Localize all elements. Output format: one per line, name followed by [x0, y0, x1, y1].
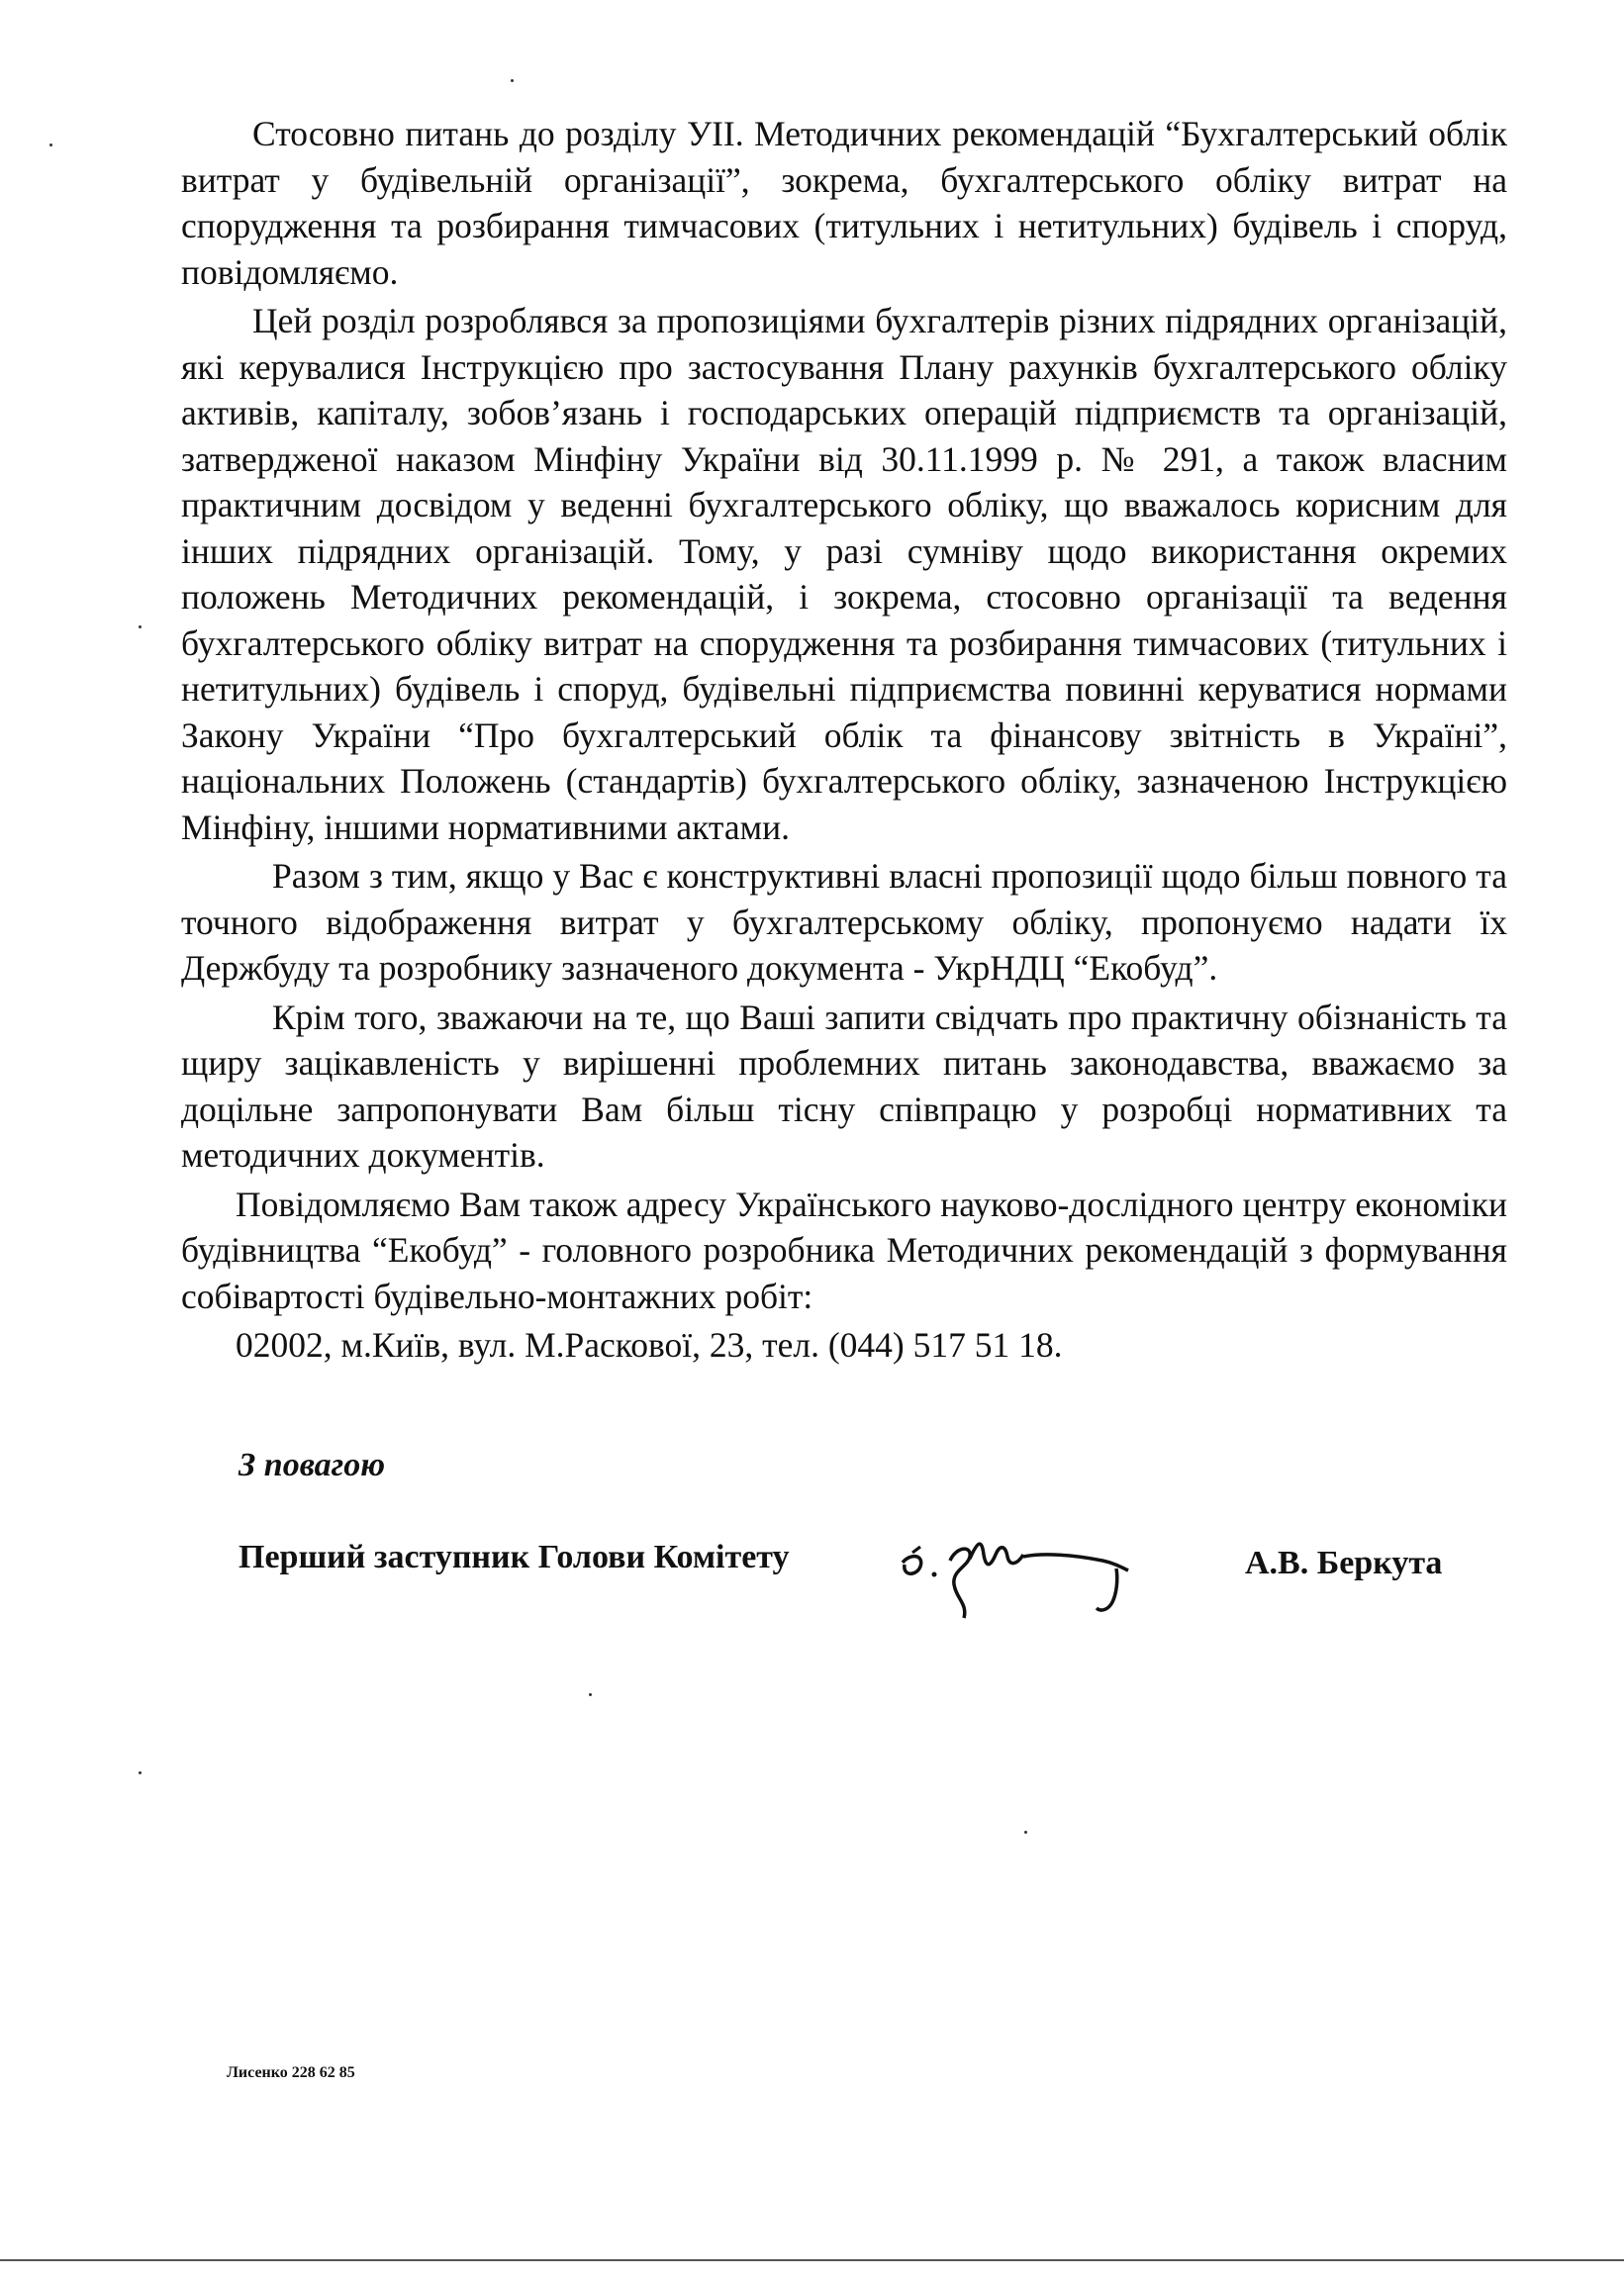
address-line: 02002, м.Київ, вул. М.Раскової, 23, тел. (044) 517 51 18. — [236, 1325, 1063, 1365]
scan-speck — [511, 79, 514, 82]
scan-speck — [49, 143, 52, 146]
handwritten-signature — [891, 1511, 1148, 1620]
executor-note: Лисенко 228 62 85 — [227, 2064, 355, 2081]
paragraph-5: Повідомляємо Вам також адресу Українського науково-дослідного центру економіки будівництва “Екобуд” - головного розробника Методичних рекомендацій з формування собівартості будівельно-монтажних робіт: — [181, 1184, 1507, 1316]
paragraph-4: Крім того, зважаючи на те, що Ваші запити свідчать про практичну обізнаність та щиру зацікавленість у вирішенні проблемних питань законодавства, вважаємо за доцільне запропонувати Вам більш тісну співпрацю у розробці нормативних та методичних документів. — [181, 997, 1507, 1175]
closing-regards: З повагою — [239, 1447, 386, 1483]
signatory-name: А.В. Беркута — [1245, 1545, 1443, 1581]
paragraph-3: Разом з тим, якщо у Вас є конструктивні власні пропозиції щодо більш повного та точного відображення витрат у бухгалтерському обліку, пропонуємо надати їх Держбуду та розробнику зазначеного документа - УкрНДЦ “Екобуд”. — [181, 856, 1507, 988]
paragraph-2: Цей розділ розроблявся за пропозиціями бухгалтерів різних підрядних організацій, які керувалися Інструкцією про застосування Плану рахунків бухгалтерського обліку активів, капіталу, зобов’язань і господарських операцій підприємств та організацій, затвердженої наказом Мінфіну України від 30.11.1999 р. № 291, а також власним практичним досвідом у веденні бухгалтерського обліку, що вважалось корисним для інших підрядних організацій. Тому, у разі сумніву щодо використання окремих положень Методичних рекомендацій, і зокрема, стосовно організації та ведення бухгалтерського обліку витрат на спорудження та розбирання тимчасових (титульних і нетитульних) будівель і споруд, будівельні підприємства повинні керуватися нормами Закону України “Про бухгалтерський облік та фінансову звітність в Україні”, національних Положень (стандартів) бухгалтерського обліку, зазначеною Інструкцією Мінфіну, іншими нормативними актами. — [181, 301, 1507, 847]
paragraph-1: Стосовно питань до розділу УІІ. Методичних рекомендацій “Бухгалтерський облік витрат у будівельній організації”, зокрема, бухгалтерського обліку витрат на спорудження та розбирання тимчасових (титульних і нетитульних) будівель і споруд, повідомляємо. — [181, 114, 1507, 292]
scan-speck — [139, 1771, 142, 1774]
scan-speck — [1024, 1831, 1027, 1834]
scan-speck — [139, 625, 142, 628]
page-bottom-rule — [0, 2259, 1624, 2261]
signatory-title: Перший заступник Голови Комітету — [239, 1539, 790, 1575]
scan-speck — [589, 1693, 592, 1696]
letter-body — [181, 111, 1507, 1372]
